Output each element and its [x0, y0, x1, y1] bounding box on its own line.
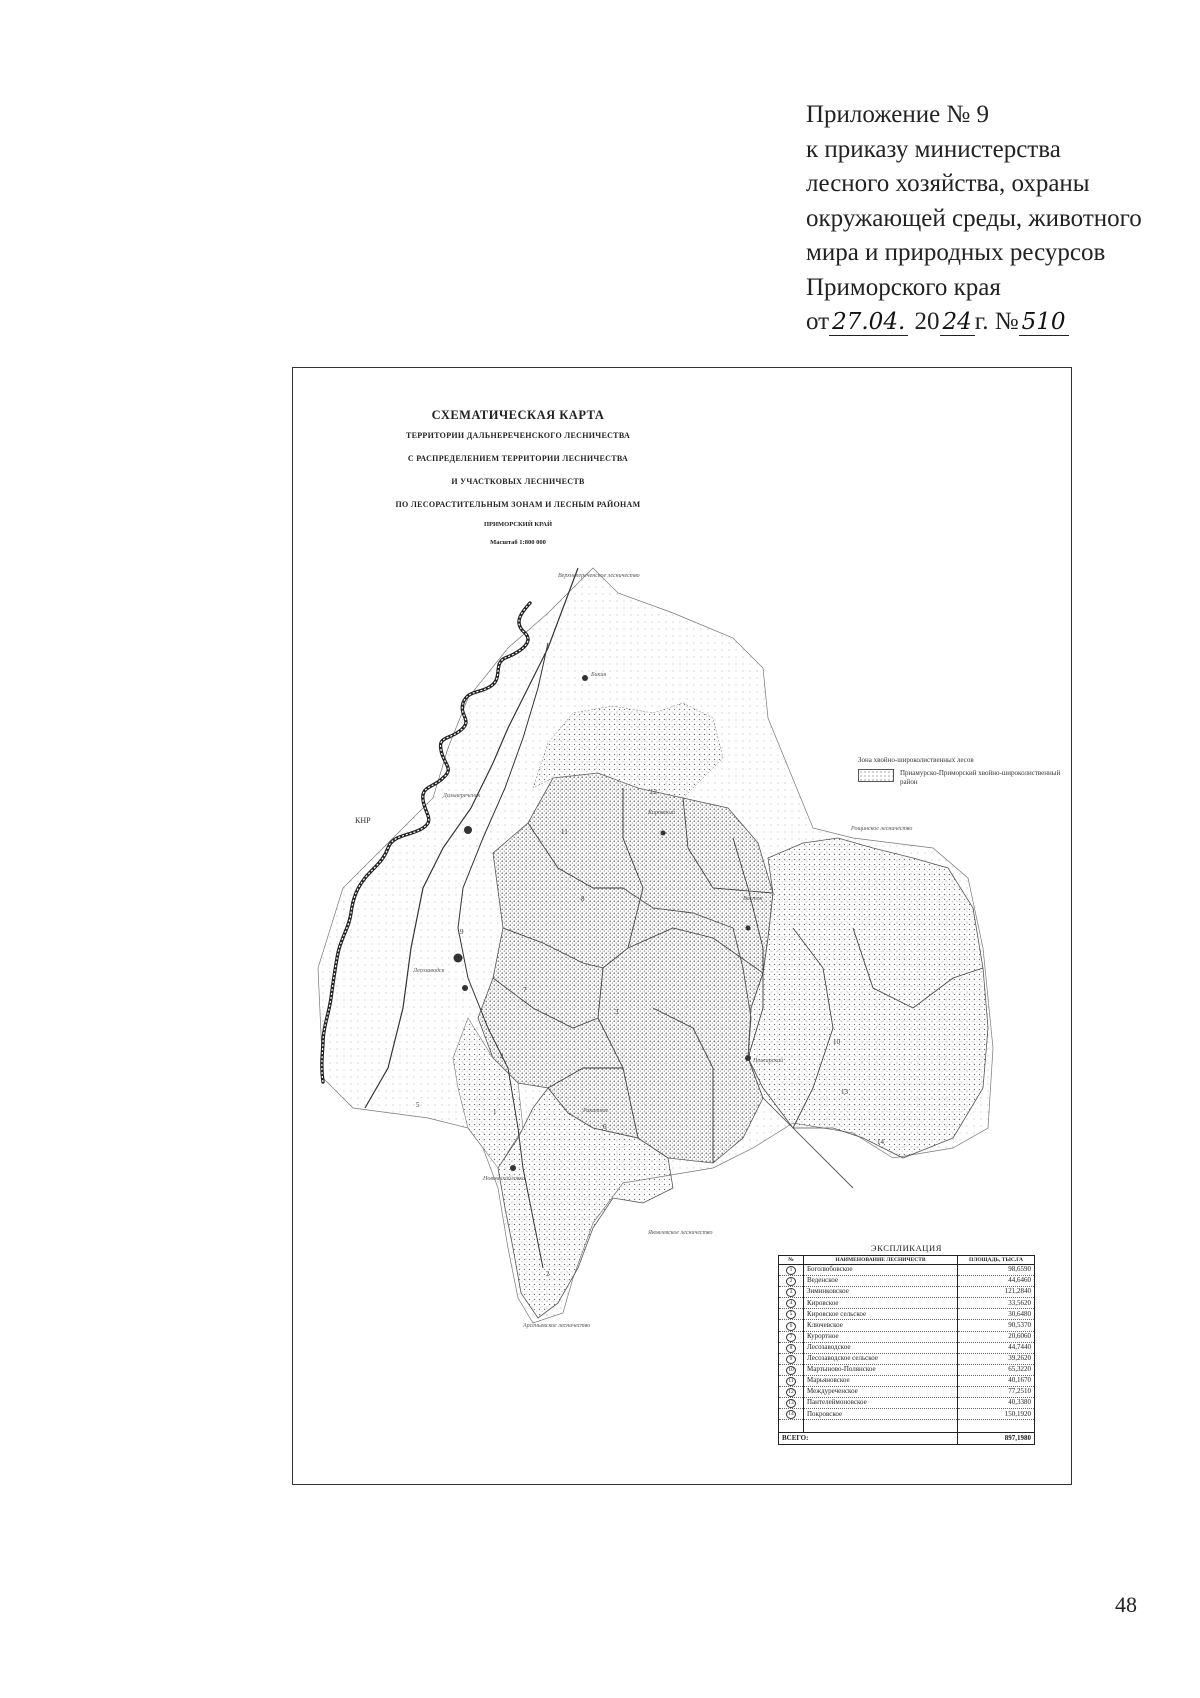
- row-area: 121,2840: [958, 1287, 1035, 1298]
- table-total-row: [779, 1433, 1035, 1445]
- table-row: [779, 1320, 1035, 1331]
- settlement-label: Восток: [743, 896, 763, 902]
- row-name: Мартыново-Полянское: [804, 1364, 958, 1375]
- row-area: 98,6590: [958, 1265, 1035, 1276]
- row-area: 33,5620: [958, 1298, 1035, 1309]
- table-row: [779, 1375, 1035, 1386]
- row-name: Кировское: [804, 1298, 958, 1309]
- area-number: 3: [615, 1008, 619, 1016]
- area-number: 14: [877, 1138, 884, 1146]
- settlement-label: Новомихайловка: [483, 1176, 525, 1182]
- area-number: 9: [460, 928, 464, 936]
- row-area: 90,5370: [958, 1320, 1035, 1331]
- table-row: [779, 1342, 1035, 1353]
- row-num: 7: [779, 1331, 804, 1342]
- explication: [778, 1243, 1035, 1445]
- year-g: г.: [974, 308, 989, 335]
- row-area: 40,3380: [958, 1398, 1035, 1409]
- row-name: Марьяновское: [804, 1375, 958, 1386]
- area-number: 1: [493, 1108, 497, 1116]
- row-area: 30,6480: [958, 1309, 1035, 1320]
- appendix-line: Приморского края: [806, 273, 1001, 301]
- table-row: [779, 1398, 1035, 1409]
- area-number: 5: [416, 1101, 420, 1109]
- handwritten-date: 27.04.: [829, 309, 908, 336]
- row-num: 2: [779, 1276, 804, 1287]
- settlement-label: Лесозаводск: [413, 968, 445, 974]
- neighbor-label-east: Рощинское лесничество: [851, 826, 913, 832]
- row-area: 40,1670: [958, 1375, 1035, 1386]
- row-name: Покровское: [804, 1409, 958, 1420]
- area-number: 7: [523, 986, 527, 994]
- appendix-line: лесного хозяйства, охраны: [806, 170, 1090, 197]
- appendix-line: окружающей среды, животного: [806, 204, 1142, 232]
- explication-title: ЭКСПЛИКАЦИЯ: [870, 1243, 943, 1253]
- table-row: [779, 1387, 1035, 1398]
- area-number: 8: [581, 895, 585, 903]
- explication-body: [779, 1265, 1035, 1445]
- row-area: 44,6460: [958, 1276, 1035, 1287]
- table-spacer-row: [779, 1420, 1035, 1433]
- map-frame: [292, 367, 1072, 1485]
- appendix-header: [806, 98, 1166, 340]
- row-name: Веденское: [804, 1276, 958, 1287]
- row-area: 39,2620: [958, 1353, 1035, 1364]
- row-num: 9: [779, 1353, 804, 1364]
- order-date-line: [806, 305, 1166, 340]
- col-header-num: №: [779, 1256, 804, 1265]
- area-number: 10: [833, 1038, 840, 1046]
- settlement-label: Ракитное: [583, 1108, 609, 1114]
- total-label: ВСЕГО:: [779, 1433, 958, 1445]
- map-region: ПРИМОРСКИЙ КРАЙ: [483, 521, 553, 528]
- appendix-line: Приложение № 9: [806, 101, 990, 128]
- row-num: 13: [779, 1398, 804, 1409]
- row-num: 4: [779, 1298, 804, 1309]
- settlement-label: Кировский: [648, 810, 675, 816]
- date-prefix: от: [806, 308, 830, 335]
- legend-district: Приамурско-Приморский хвойно-широколиственный район: [900, 769, 1061, 786]
- handwritten-year: 24: [940, 309, 975, 336]
- appendix-line: мира и природных ресурсов: [806, 239, 1106, 266]
- handwritten-number: 510: [1019, 309, 1069, 336]
- neighbor-label-southwest: Арсеньевское лесничество: [523, 1323, 591, 1329]
- row-num: 8: [779, 1342, 804, 1353]
- row-area: 65,3220: [958, 1364, 1035, 1375]
- neighbor-label-south: Яковлевское лесничество: [648, 1230, 713, 1236]
- row-name: Пантелеймоновское: [804, 1398, 958, 1409]
- settlement-label: Пожарский: [753, 1058, 784, 1064]
- row-num: 5: [779, 1309, 804, 1320]
- area-number: 4: [500, 1053, 504, 1061]
- row-num: 6: [779, 1320, 804, 1331]
- map-subtitle: ПО ЛЕСОРАСТИТЕЛЬНЫМ ЗОНАМ И ЛЕСНЫМ РАЙОНАМ: [395, 500, 641, 509]
- table-row: [779, 1409, 1035, 1420]
- row-name: Лесозаводское сельское: [804, 1353, 958, 1364]
- settlement-label: Бикин: [591, 672, 607, 678]
- total-value: 897,1980: [958, 1433, 1035, 1445]
- map-subtitle: ТЕРРИТОРИИ ДАЛЬНЕРЕЧЕНСКОГО ЛЕСНИЧЕСТВА: [405, 431, 631, 440]
- area-number: 6: [603, 1123, 607, 1131]
- legend-zone: Зона хвойно-широколиственных лесов: [858, 756, 974, 764]
- row-num: 3: [779, 1287, 804, 1298]
- neighbor-label-north: Верхнепереченское лесничество: [558, 573, 640, 579]
- row-name: Боголюбовское: [804, 1265, 958, 1276]
- row-name: Ключевское: [804, 1320, 958, 1331]
- row-name: Зиминковское: [804, 1287, 958, 1298]
- table-row: [779, 1331, 1035, 1342]
- row-num: 11: [779, 1375, 804, 1386]
- area-number: 2: [546, 1270, 550, 1278]
- row-num: 1: [779, 1265, 804, 1276]
- col-header-area: ПЛОЩАДЬ, ТЫС.ГА: [958, 1256, 1035, 1265]
- legend-swatch: [858, 769, 894, 782]
- table-row: [779, 1353, 1035, 1364]
- row-area: 150,1920: [958, 1409, 1035, 1420]
- area-number: 13: [841, 1088, 848, 1096]
- explication-table: [778, 1255, 1035, 1445]
- area-number: 11: [561, 828, 568, 836]
- page-number: 48: [1115, 1592, 1137, 1617]
- col-header-name: НАИМЕНОВАНИЕ ЛЕСНИЧЕСТВ: [804, 1256, 958, 1265]
- map-scale: Масштаб 1:800 000: [490, 539, 546, 546]
- settlement-label: Дальнереченск: [443, 793, 481, 799]
- row-num: 14: [779, 1409, 804, 1420]
- number-prefix: №: [994, 308, 1019, 335]
- row-num: 10: [779, 1364, 804, 1375]
- map-title: СХЕМАТИЧЕСКАЯ КАРТА: [431, 408, 605, 422]
- country-label: КНР: [355, 816, 371, 825]
- table-row: [779, 1287, 1035, 1298]
- map-subtitle: С РАСПРЕДЕЛЕНИЕМ ТЕРРИТОРИИ ЛЕСНИЧЕСТВА: [407, 454, 629, 463]
- table-row: [779, 1364, 1035, 1375]
- row-name: Междуреченское: [804, 1387, 958, 1398]
- row-name: Кировское сельское: [804, 1309, 958, 1320]
- row-name: Курортное: [804, 1331, 958, 1342]
- map-legend: [858, 756, 1073, 787]
- year-prefix: 20: [914, 308, 940, 335]
- table-row: [779, 1276, 1035, 1287]
- area-number: 12: [650, 788, 657, 796]
- legend-item: [858, 769, 1073, 787]
- table-row: [779, 1265, 1035, 1276]
- table-row: [779, 1298, 1035, 1309]
- forest-area-east: [748, 838, 988, 1158]
- table-row: [779, 1309, 1035, 1320]
- appendix-line: к приказу министерства: [806, 135, 1061, 163]
- row-name: Лесозаводское: [804, 1342, 958, 1353]
- row-area: 20,6060: [958, 1331, 1035, 1342]
- row-num: 12: [779, 1387, 804, 1398]
- map-subtitle: И УЧАСТКОВЫХ ЛЕСНИЧЕСТВ: [451, 477, 585, 486]
- row-area: 44,7440: [958, 1342, 1035, 1353]
- row-area: 77,2510: [958, 1387, 1035, 1398]
